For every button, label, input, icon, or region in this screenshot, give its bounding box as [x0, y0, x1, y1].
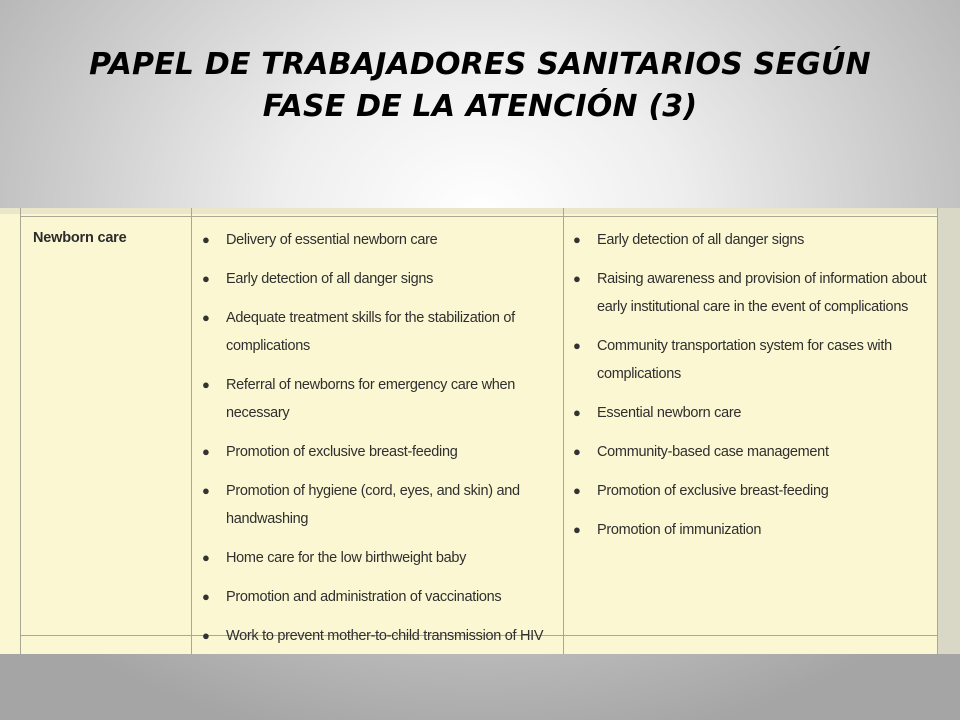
bullet: ●: [202, 310, 210, 325]
table-border-left: [20, 208, 21, 654]
slide-title-line-2: FASE DE LA ATENCIÓN (3): [262, 89, 698, 124]
bullet: ●: [202, 444, 210, 459]
table-divider-1: [191, 208, 192, 654]
row-heading: Newborn care: [33, 230, 127, 246]
bullet: ●: [573, 271, 581, 286]
list-item: ● Community-based case management: [597, 438, 927, 466]
community-worker-roles-list: [573, 226, 927, 544]
bullet: ●: [573, 444, 581, 459]
list-item: ● Promotion of exclusive breast-feeding: [597, 477, 927, 505]
list-item: ● Early detection of all danger signs: [226, 265, 546, 293]
bullet: ●: [573, 405, 581, 420]
bullet: ●: [573, 483, 581, 498]
bullet: ●: [573, 522, 581, 537]
scanned-table-image: [0, 208, 960, 654]
bullet: ●: [202, 377, 210, 392]
list-item: ● Adequate treatment skills for the stabilization of complications: [226, 304, 546, 360]
list-item: ● Work to prevent mother-to-child transmission of HIV: [226, 622, 546, 650]
list-item: ● Delivery of essential newborn care: [226, 226, 546, 254]
bullet: ●: [202, 589, 210, 604]
table-divider-2: [563, 208, 564, 654]
bullet: ●: [202, 550, 210, 565]
list-item: ● Raising awareness and provision of information about early institutional care in the event of complications: [597, 265, 927, 321]
list-item: ● Promotion of hygiene (cord, eyes, and skin) and handwashing: [226, 477, 546, 533]
bullet: ●: [573, 338, 581, 353]
bullet: ●: [573, 232, 581, 247]
facility-worker-roles-list: [202, 226, 546, 650]
slide-title: [40, 44, 920, 128]
table-top-rule: [20, 216, 938, 217]
table-border-right: [937, 208, 938, 654]
table-top-edge: [0, 208, 960, 214]
bullet: ●: [202, 628, 210, 643]
table-right-edge: [938, 208, 960, 654]
bullet: ●: [202, 271, 210, 286]
slide-title-line-1: PAPEL DE TRABAJADORES SANITARIOS SEGÚN: [89, 47, 871, 82]
list-item: ● Essential newborn care: [597, 399, 927, 427]
list-item: ● Early detection of all danger signs: [597, 226, 927, 254]
bullet: ●: [202, 483, 210, 498]
list-item: ● Home care for the low birthweight baby: [226, 544, 546, 572]
bullet: ●: [202, 232, 210, 247]
list-item: ● Promotion of exclusive breast-feeding: [226, 438, 546, 466]
list-item: ● Community transportation system for cases with complications: [597, 332, 927, 388]
list-item: ● Promotion of immunization: [597, 516, 927, 544]
list-item: ● Referral of newborns for emergency care when necessary: [226, 371, 546, 427]
list-item: ● Promotion and administration of vaccinations: [226, 583, 546, 611]
